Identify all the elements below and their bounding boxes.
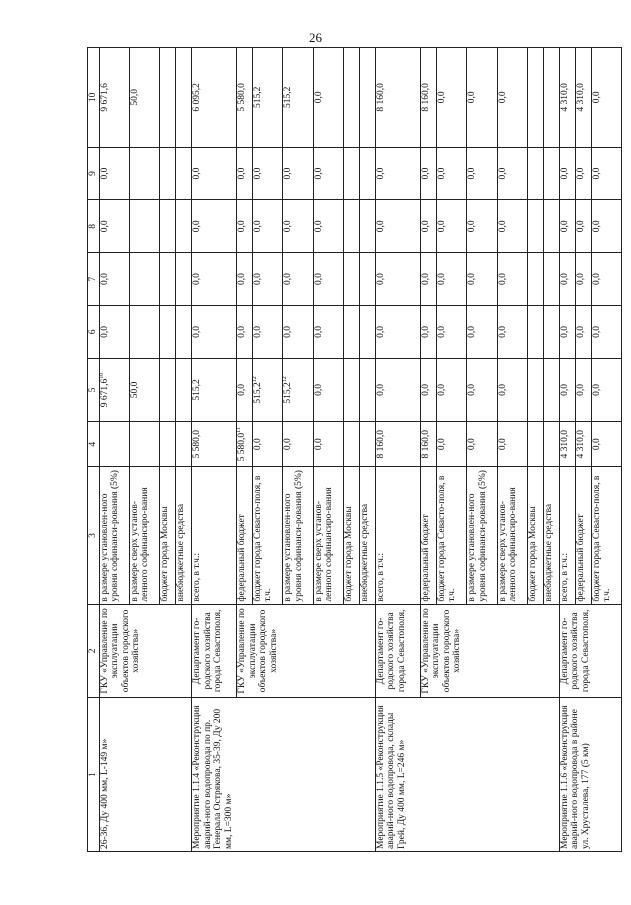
value-cell: 0,0	[591, 200, 622, 253]
value-cell: 0,0	[497, 358, 527, 421]
value-cell: 0,0	[313, 200, 343, 253]
value-cell: 0,0	[591, 253, 622, 306]
value-cell: 8 160,0	[420, 422, 436, 467]
value-cell	[344, 253, 360, 306]
table-row	[375, 48, 420, 852]
value-cell: 0,0	[192, 200, 237, 253]
value-cell: 50,0	[129, 358, 159, 421]
value-cell: 515,2	[252, 48, 282, 148]
value-cell	[527, 358, 543, 421]
funding-source: в размере установлен-ного уровня софинанси-рования (5%)	[467, 467, 497, 604]
measure-name: Мероприятие 1.1.6 «Реконструкция аварий-ного водопровода в районе ул. Хрусталева, 177 (5 км)	[559, 698, 621, 852]
value-cell: 0,0	[497, 422, 527, 467]
value-cell: 0,0	[559, 358, 575, 421]
funding-source: бюджет города Москвы	[344, 467, 360, 604]
value-cell	[527, 305, 543, 358]
funding-source: федеральный бюджет	[420, 467, 436, 604]
value-cell	[344, 422, 360, 467]
value-cell: 0,0	[375, 305, 420, 358]
value-cell	[344, 48, 360, 148]
value-cell: 0,0	[591, 48, 622, 148]
value-cell: 0,0	[436, 422, 466, 467]
value-cell: 4 310,0	[575, 48, 591, 148]
department: ГКУ «Управление по эксплуатации объектов городского хозяйства»	[420, 604, 559, 698]
value-cell: 0,0	[375, 200, 420, 253]
department: Департамент го-родского хозяйства города Севастополя,	[375, 604, 420, 698]
value-cell	[360, 48, 376, 148]
value-cell: 0,0	[192, 147, 237, 200]
header-cell: 3	[88, 467, 100, 604]
value-cell: 0,0	[420, 253, 436, 306]
value-cell: 0,0	[313, 147, 343, 200]
value-cell	[160, 48, 176, 148]
funding-source: в размере установлен-ного уровня софинанси-рования (5%)	[99, 467, 129, 604]
value-cell	[360, 422, 376, 467]
header-cell: 7	[88, 253, 100, 306]
value-cell: 0,0	[237, 147, 253, 200]
value-cell	[160, 422, 176, 467]
value-cell	[176, 358, 192, 421]
value-cell: 515,2$^{12}$	[283, 358, 313, 421]
value-cell: 0,0	[467, 48, 497, 148]
value-cell	[360, 147, 376, 200]
value-cell: 8 160,0	[375, 422, 420, 467]
value-cell	[360, 253, 376, 306]
table-row	[99, 48, 129, 852]
funding-source: в размере сверх установ-ленного софинансиро-вания	[497, 467, 527, 604]
value-cell: 0,0	[237, 358, 253, 421]
value-cell: 5 580,0$^{11}$	[237, 422, 253, 467]
value-cell	[527, 200, 543, 253]
value-cell: 9 671,6	[99, 48, 129, 148]
department: Департамент го-родского хозяйства города Севастополя,	[559, 604, 621, 698]
value-cell: 0,0	[497, 253, 527, 306]
value-cell: 0,0	[575, 200, 591, 253]
value-cell	[527, 253, 543, 306]
value-cell: 0,0	[313, 422, 343, 467]
value-cell: 0,0	[375, 358, 420, 421]
value-cell: 0,0	[497, 305, 527, 358]
value-cell: 0,0	[420, 358, 436, 421]
header-cell: 10	[88, 48, 100, 148]
value-cell: 0,0	[252, 305, 282, 358]
value-cell: 0,0	[467, 422, 497, 467]
header-cell: 2	[88, 604, 100, 698]
value-cell	[344, 200, 360, 253]
funding-source: бюджет города Москвы	[527, 467, 543, 604]
value-cell: 0,0	[559, 147, 575, 200]
measure-name: Мероприятие 1.1.5 «Реконструкция аварий-ного водопровода, склады Грей, Ду 400 мм, L=246 м»	[375, 698, 559, 852]
value-cell: 4 310,0	[575, 422, 591, 467]
funding-source: всего, в т.ч.:	[192, 467, 237, 604]
rotated-table-container	[87, 47, 622, 852]
value-cell: 9 671,6$^{10}$	[99, 358, 129, 421]
value-cell: 0,0	[497, 147, 527, 200]
page-number: 26	[309, 30, 322, 45]
value-cell: 0,0	[99, 253, 129, 306]
funding-source: бюджет города Севасто-поля, в т.ч.	[591, 467, 622, 604]
value-cell: 515,2	[192, 358, 237, 421]
funding-source: внебюджетные средства	[360, 467, 376, 604]
funding-source: внебюджетные средства	[176, 467, 192, 604]
value-cell: 0,0	[575, 358, 591, 421]
value-cell: 0,0	[283, 422, 313, 467]
value-cell: 0,0	[192, 305, 237, 358]
value-cell	[543, 422, 559, 467]
value-cell	[543, 305, 559, 358]
value-cell: 0,0	[313, 305, 343, 358]
header-cell: 8	[88, 200, 100, 253]
value-cell: 0,0	[237, 200, 253, 253]
funding-source: внебюджетные средства	[543, 467, 559, 604]
value-cell: 0,0	[237, 253, 253, 306]
measure-name: 26-36, Ду 400 мм, L-149 м»	[99, 698, 192, 852]
value-cell: 0,0	[467, 147, 497, 200]
value-cell: 0,0	[559, 200, 575, 253]
value-cell: 0,0	[283, 147, 313, 200]
header-cell: 1	[88, 698, 100, 852]
value-cell: 0,0	[436, 48, 466, 148]
value-cell: 0,0	[313, 48, 343, 148]
value-cell	[360, 305, 376, 358]
funding-source: всего, в т.ч.:	[375, 467, 420, 604]
department: ГКУ «Управление по эксплуатации объектов городского хозяйства»	[237, 604, 376, 698]
value-cell: 0,0	[436, 305, 466, 358]
value-cell	[543, 200, 559, 253]
value-cell: 5 580,0	[237, 48, 253, 148]
value-cell: 515,2	[283, 48, 313, 148]
value-cell: 0,0	[436, 200, 466, 253]
value-cell: 4 310,0	[559, 422, 575, 467]
value-cell: 0,0	[591, 358, 622, 421]
value-cell: 0,0	[313, 253, 343, 306]
value-cell: 0,0	[283, 200, 313, 253]
value-cell: 0,0	[252, 253, 282, 306]
value-cell: 0,0	[420, 147, 436, 200]
value-cell: 0,0	[467, 305, 497, 358]
table-row	[192, 48, 237, 852]
funding-source: в размере сверх установ-ленного софинансиро-вания	[129, 467, 159, 604]
value-cell: 0,0	[575, 147, 591, 200]
value-cell: 0,0	[252, 422, 282, 467]
value-cell: 8 160,0	[420, 48, 436, 148]
value-cell: 0,0	[436, 147, 466, 200]
funding-source: бюджет города Севасто-поля, в т.ч.	[436, 467, 466, 604]
table-row	[559, 48, 575, 852]
funding-source: федеральный бюджет	[575, 467, 591, 604]
value-cell: 0,0	[575, 305, 591, 358]
value-cell: 0,0	[420, 305, 436, 358]
value-cell	[176, 253, 192, 306]
value-cell: 0,0	[192, 253, 237, 306]
value-cell: 0,0	[559, 253, 575, 306]
funding-source: в размере установлен-ного уровня софинанси-рования (5%)	[283, 467, 313, 604]
value-cell: 0,0	[99, 147, 129, 200]
value-cell: 8 160,0	[375, 48, 420, 148]
header-cell: 6	[88, 305, 100, 358]
value-cell	[129, 147, 159, 200]
funding-source: федеральный бюджет	[237, 467, 253, 604]
value-cell	[527, 147, 543, 200]
value-cell: 0,0	[467, 200, 497, 253]
value-cell: 0,0	[283, 305, 313, 358]
value-cell: 0,0	[591, 147, 622, 200]
value-cell	[527, 422, 543, 467]
value-cell	[360, 358, 376, 421]
value-cell: 0,0	[313, 358, 343, 421]
value-cell	[129, 422, 159, 467]
value-cell: 0,0	[375, 253, 420, 306]
measure-name: Мероприятие 1.1.4 «Реконструкция аварий-ного водопровода по пр. Генерала Острякова, 35-39, Ду 200 мм, L=300 м»	[192, 698, 376, 852]
value-cell: 0,0	[252, 147, 282, 200]
value-cell	[543, 253, 559, 306]
value-cell: 0,0	[467, 358, 497, 421]
value-cell: 6 095,2	[192, 48, 237, 148]
value-cell: 0,0	[252, 200, 282, 253]
header-cell: 4	[88, 422, 100, 467]
funding-source: бюджет города Москвы	[160, 467, 176, 604]
value-cell: 515,2$^{12}$	[252, 358, 282, 421]
value-cell	[543, 358, 559, 421]
value-cell	[129, 253, 159, 306]
funding-source: в размере сверх установ-ленного софинансиро-вания	[313, 467, 343, 604]
value-cell	[99, 422, 129, 467]
value-cell	[344, 358, 360, 421]
value-cell: 0,0	[497, 48, 527, 148]
value-cell: 0,0	[99, 200, 129, 253]
value-cell	[344, 305, 360, 358]
funding-source: бюджет города Севасто-поля, в т.ч.	[252, 467, 282, 604]
department: Департамент го-родского хозяйства города Севастополя,	[192, 604, 237, 698]
value-cell: 0,0	[375, 147, 420, 200]
value-cell	[160, 305, 176, 358]
value-cell: 0,0	[575, 253, 591, 306]
value-cell	[160, 147, 176, 200]
value-cell: 0,0	[591, 422, 622, 467]
budget-table	[87, 47, 622, 852]
value-cell: 0,0	[420, 200, 436, 253]
value-cell	[176, 305, 192, 358]
value-cell: 0,0	[283, 253, 313, 306]
header-cell: 5	[88, 358, 100, 421]
value-cell: 50,0	[129, 48, 159, 148]
funding-source: всего, в т.ч.:	[559, 467, 575, 604]
value-cell	[543, 147, 559, 200]
value-cell	[176, 48, 192, 148]
value-cell: 0,0	[237, 305, 253, 358]
header-cell: 9	[88, 147, 100, 200]
value-cell	[543, 48, 559, 148]
value-cell: 0,0	[436, 253, 466, 306]
value-cell	[129, 305, 159, 358]
value-cell	[527, 48, 543, 148]
value-cell	[344, 147, 360, 200]
value-cell: 4 310,0	[559, 48, 575, 148]
value-cell: 0,0	[591, 305, 622, 358]
value-cell	[129, 200, 159, 253]
value-cell: 0,0	[436, 358, 466, 421]
value-cell: 0,0	[497, 200, 527, 253]
department: ГКУ «Управление по эксплуатации объектов городского хозяйства»	[99, 604, 192, 698]
value-cell	[160, 253, 176, 306]
value-cell	[160, 200, 176, 253]
value-cell	[176, 422, 192, 467]
value-cell: 5 580,0	[192, 422, 237, 467]
value-cell: 0,0	[559, 305, 575, 358]
value-cell	[360, 200, 376, 253]
value-cell	[176, 147, 192, 200]
value-cell: 0,0	[467, 253, 497, 306]
value-cell: 0,0	[99, 305, 129, 358]
value-cell	[176, 200, 192, 253]
header-row	[88, 48, 100, 852]
value-cell	[160, 358, 176, 421]
